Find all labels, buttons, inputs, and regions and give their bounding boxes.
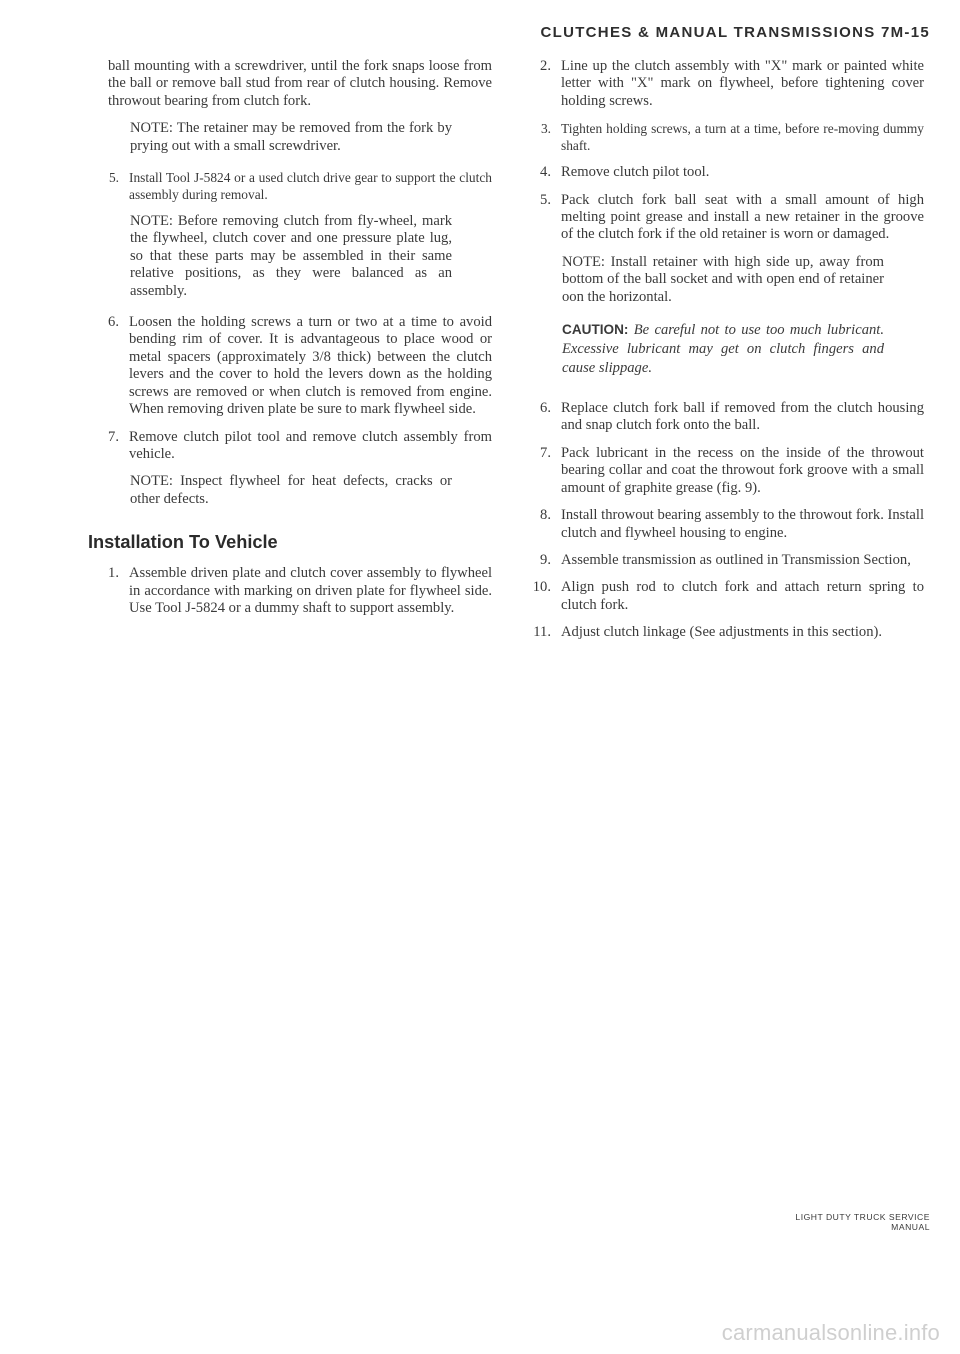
- install-step-9: [524, 552, 924, 569]
- step-text: Adjust clutch linkage (See adjustments in this section).: [561, 624, 883, 641]
- page-header: CLUTCHES & MANUAL TRANSMISSIONS 7M-15: [540, 24, 930, 41]
- install-step-6: [524, 400, 924, 435]
- caution-label: CAUTION:: [562, 322, 629, 338]
- note-mark-flywheel: NOTE: Before removing clutch from fly-wheel, mark the flywheel, clutch cover and one pressure plate lug, so that these parts may be assembled in their same relative positions, as they were balanced as an assembly.: [130, 213, 452, 299]
- install-step-2: [524, 58, 924, 110]
- step-number: 11.: [533, 624, 551, 641]
- step-number: 9.: [540, 551, 551, 568]
- step-text: Pack lubricant in the recess on the inside of the throwout bearing collar and coat the throwout fork groove with a small amount of graphite grease (fig. 9).: [561, 444, 924, 496]
- step-text: Line up the clutch assembly with "X" mark or painted white letter with "X" mark on flywheel, before tightening cover holding screws.: [561, 58, 924, 109]
- left-column: [88, 58, 492, 627]
- step-text: Loosen the holding screws a turn or two at a time to avoid bending rim of cover. It is advantageous to place wood or metal spacers (approximately 3/8 thick) between the clutch levers and the cover to hold the levers down as the holding screws are removed or when clutch is removed from engine. When removing driven plate be sure to mark flywheel side.: [129, 314, 492, 418]
- caution-text: Be careful not to use too much lubricant. Excessive lubricant may get on clutch fingers and cause slippage.: [562, 322, 884, 377]
- step-text: Install throwout bearing assembly to the throwout fork. Install clutch and flywheel housing to engine.: [561, 507, 924, 541]
- step-number: 10.: [532, 579, 551, 596]
- step-text: Pack clutch fork ball seat with a small amount of high melting point grease and install a new retainer in the groove of the clutch fork if the old retainer is worn or damaged.: [561, 191, 924, 243]
- install-step-7: [524, 445, 924, 497]
- page-footer: LIGHT DUTY TRUCK SERVICE MANUAL: [795, 1212, 930, 1232]
- step-number: 5.: [540, 191, 551, 208]
- intro-paragraph: ball mounting with a screwdriver, until the fork snaps loose from the ball or remove ball stud from rear of clutch housing. Remove throwout bearing from clutch fork.: [108, 58, 492, 109]
- step-text: Assemble transmission as outlined in Transmission Section,: [561, 551, 911, 568]
- step-number: 2.: [540, 58, 551, 74]
- step-number: 3.: [540, 121, 551, 137]
- install-step-8: [524, 507, 924, 542]
- step-number: 6.: [540, 400, 551, 417]
- install-step-10: [524, 579, 924, 614]
- step-number: 4.: [540, 164, 551, 181]
- install-step-4: [524, 164, 924, 181]
- removal-step-5: [92, 169, 492, 203]
- step-number: 7.: [108, 428, 119, 445]
- step-text: Assemble driven plate and clutch cover assembly to flywheel in accordance with marking on driven plate for flywheel side. Use Tool J-5824 or a dummy shaft to support assembly.: [129, 565, 492, 616]
- step-text: Replace clutch fork ball if removed from the clutch housing and snap clutch fork onto the ball.: [561, 400, 924, 434]
- install-step-3: [524, 120, 924, 154]
- step-text: Align push rod to clutch fork and attach return spring to clutch fork.: [561, 579, 924, 613]
- step-text: Remove clutch pilot tool and remove clutch assembly from vehicle.: [129, 428, 492, 462]
- install-step-1: [92, 565, 492, 617]
- note-retainer: NOTE: The retainer may be removed from the fork by prying out with a small screwdriver.: [130, 120, 452, 154]
- install-step-5: [524, 192, 924, 244]
- right-column: [524, 58, 924, 652]
- step-number: 8.: [540, 507, 551, 524]
- step-text: Install Tool J-5824 or a used clutch drive gear to support the clutch assembly during removal.: [129, 170, 492, 203]
- note-install-retainer: NOTE: Install retainer with high side up, away from bottom of the ball socket and with open end of retainer oon the horizontal.: [562, 253, 884, 305]
- step-number: 7.: [540, 444, 551, 461]
- step-number: 1.: [108, 565, 119, 582]
- install-step-11: [524, 624, 924, 641]
- removal-step-6: [92, 314, 492, 418]
- removal-step-7: [92, 429, 492, 464]
- note-inspect-flywheel: NOTE: Inspect flywheel for heat defects, cracks or other defects.: [130, 473, 452, 507]
- caution-box: [562, 320, 884, 378]
- section-heading: Installation To Vehicle: [88, 532, 278, 553]
- watermark: carmanualsonline.info: [721, 1320, 940, 1345]
- step-number: 6.: [108, 314, 119, 331]
- step-text: Tighten holding screws, a turn at a time, before re-moving dummy shaft.: [561, 121, 924, 154]
- step-text: Remove clutch pilot tool.: [561, 164, 710, 181]
- step-number: 5.: [108, 170, 119, 186]
